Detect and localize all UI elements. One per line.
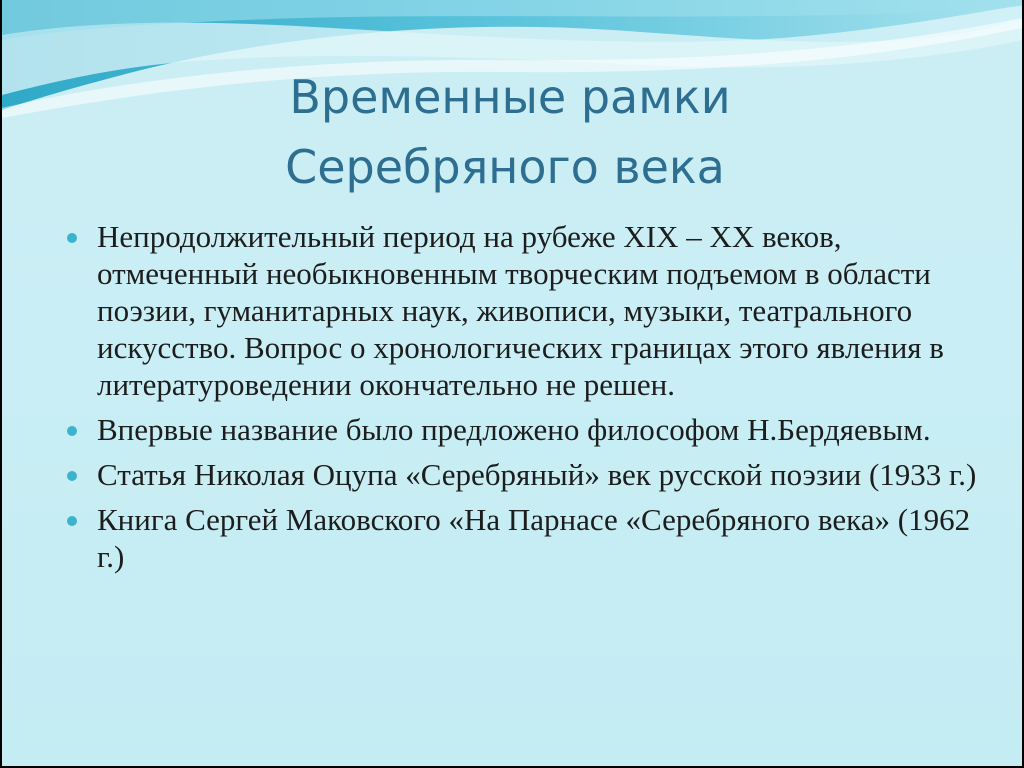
slide: [2, 0, 1022, 766]
bullet-text: Впервые название было предложено философом Н.Бердяевым.: [97, 412, 931, 447]
bullet-list: [62, 218, 992, 583]
bullet-dot-icon: [67, 426, 77, 436]
title-line-2: Серебряного века: [285, 140, 725, 194]
bullet-text: Непродолжительный период на рубеже XIX – XX веков, отмеченный необыкновенным творческим подъемом в области поэзии, гуманитарных наук, живописи, музыки, театрального искусство. Вопрос о хронологических границах этого явления в литературоведении окончательно не решен.: [97, 219, 944, 402]
bullet-dot-icon: [67, 471, 77, 481]
bullet-text: Книга Сергей Маковского «На Парнасе «Серебряного века» (1962 г.): [97, 502, 971, 574]
bullet-item: [62, 218, 992, 403]
title-line-1: Временные рамки: [289, 70, 731, 124]
slide-title: [2, 62, 1022, 202]
bullet-item: [62, 456, 992, 493]
bullet-dot-icon: [67, 516, 77, 526]
bullet-item: [62, 501, 992, 575]
bullet-text: Статья Николая Оцупа «Серебряный» век русской поэзии (1933 г.): [97, 457, 977, 492]
bullet-dot-icon: [67, 233, 77, 243]
bullet-item: [62, 411, 992, 448]
